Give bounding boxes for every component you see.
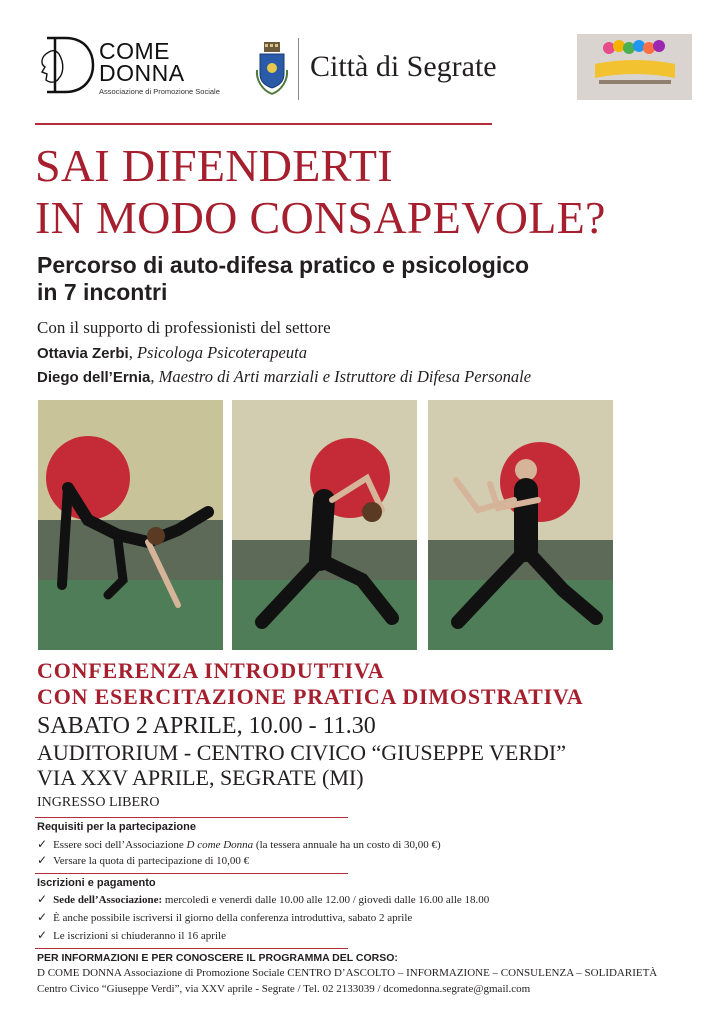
check-icon: ✓ (37, 910, 48, 924)
main-title-line2: IN MODO CONSAPEVOLE? (35, 192, 606, 243)
check-icon: ✓ (37, 853, 48, 867)
event-title-line1: CONFERENZA INTRODUTTIVA (37, 658, 385, 683)
header-divider (298, 38, 299, 100)
title-rule (35, 123, 492, 125)
segrate-crest-icon (254, 40, 290, 96)
photo-pose-3 (428, 400, 613, 650)
section-rule (35, 873, 348, 874)
iscrizioni-item-2: ✓ È anche possibile iscriversi il giorno della conferenza introduttiva, sabato 2 aprile (37, 910, 413, 924)
iscrizioni-heading: Iscrizioni e pagamento (37, 877, 156, 889)
person-2-role: Maestro di Arti marziali e Istruttore di Difesa Personale (158, 367, 532, 386)
info-line-2: Centro Civico “Giuseppe Verdi”, via XXV aprile - Segrate / Tel. 02 2133039 / dcomedonna.segrate@gmail.com (37, 983, 531, 995)
subtitle-line2: in 7 incontri (37, 279, 168, 305)
person-2-name: Diego dell’Ernia (37, 369, 151, 386)
person-2: Diego dell’Ernia, Maestro di Arti marziali e Istruttore di Difesa Personale (37, 367, 532, 386)
logo-name (99, 40, 185, 84)
event-venue-line1: AUDITORIUM - CENTRO CIVICO “GIUSEPPE VERDI” (37, 740, 566, 765)
logo-come-text: COME (99, 38, 170, 64)
photo-pose-1 (38, 400, 223, 650)
iscrizioni-item-3: ✓ Le iscrizioni si chiuderanno il 16 aprile (37, 928, 226, 942)
check-icon: ✓ (37, 928, 48, 942)
info-line-1: D COME DONNA Associazione di Promozione Sociale CENTRO D’ASCOLTO – INFORMAZIONE – CONSULENZA – SOLIDARIETÀ (37, 967, 658, 979)
happy-day-logo (577, 34, 692, 100)
check-icon: ✓ (37, 837, 48, 851)
photo-pose-2 (232, 400, 417, 650)
section-rule (35, 817, 348, 818)
requisiti-item-2: ✓ Versare la quota di partecipazione di 10,00 € (37, 853, 250, 867)
d-come-donna-logo (35, 34, 95, 96)
section-rule (35, 948, 348, 949)
event-venue-line2: VIA XXV APRILE, SEGRATE (MI) (37, 765, 364, 790)
subtitle (37, 252, 529, 306)
iscrizioni-item-1: ✓ Sede dell’Associazione: mercoledì e venerdì dalle 10.00 alle 12.00 / giovedì dalle 16.00 alle 18.00 (37, 892, 490, 906)
person-1-name: Ottavia Zerbi (37, 345, 129, 362)
check-icon: ✓ (37, 892, 48, 906)
event-date: SABATO 2 APRILE, 10.00 - 11.30 (37, 713, 376, 739)
subtitle-line1: Percorso di auto-difesa pratico e psicologico (37, 252, 530, 278)
event-title-line2: CON ESERCITAZIONE PRATICA DIMOSTRATIVA (37, 684, 584, 709)
requisiti-heading: Requisiti per la partecipazione (37, 821, 196, 833)
support-text: Con il supporto di professionisti del settore (37, 318, 331, 337)
requisiti-item-1: ✓ Essere soci dell’Associazione D come Donna (la tessera annuale ha un costo di 30,00 €) (37, 837, 441, 851)
logo-subtitle: Associazione di Promozione Sociale (99, 87, 220, 96)
person-1-role: Psicologa Psicoterapeuta (136, 343, 307, 362)
main-title-line1: SAI DIFENDERTI (35, 140, 393, 191)
city-name: Città di Segrate (310, 50, 497, 83)
person-1: Ottavia Zerbi, Psicologa Psicoterapeuta (37, 343, 307, 362)
info-heading: PER INFORMAZIONI E PER CONOSCERE IL PROGRAMMA DEL CORSO: (37, 952, 398, 964)
logo-donna-text: DONNA (99, 60, 185, 86)
entry-text: INGRESSO LIBERO (37, 795, 160, 810)
